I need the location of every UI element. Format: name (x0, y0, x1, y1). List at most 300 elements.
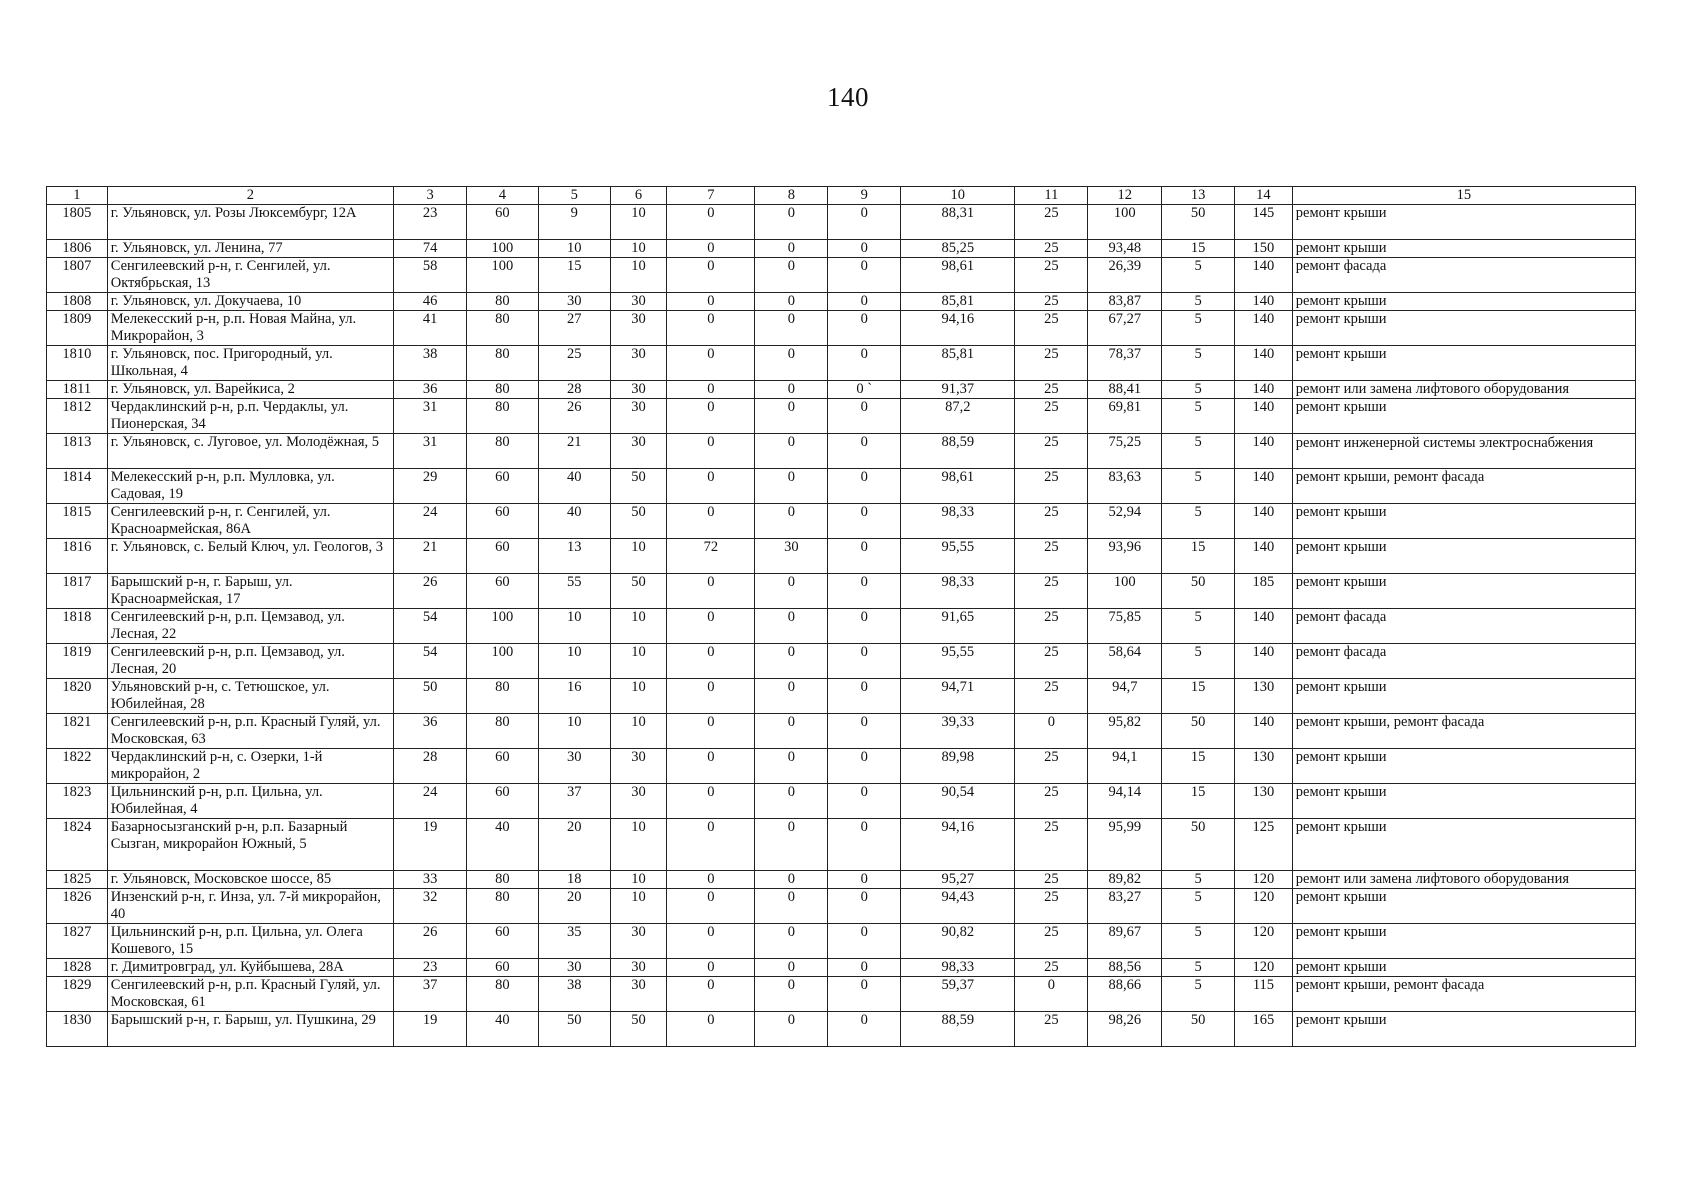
col3-cell: 31 (394, 399, 467, 434)
col3-cell: 29 (394, 469, 467, 504)
row-number-cell: 1809 (47, 311, 108, 346)
col8-cell: 0 (755, 749, 828, 784)
table-row (47, 504, 1636, 539)
col8-cell: 0 (755, 240, 828, 258)
work-type-cell: ремонт фасада (1292, 609, 1635, 644)
col4-cell: 60 (467, 749, 539, 784)
col13-cell: 5 (1162, 381, 1235, 399)
col4-cell: 60 (467, 469, 539, 504)
col3-cell: 19 (394, 1012, 467, 1047)
col3-cell: 36 (394, 381, 467, 399)
col4-cell: 80 (467, 346, 539, 381)
col10-cell: 85,81 (901, 293, 1015, 311)
table-row (47, 258, 1636, 293)
col14-cell: 125 (1235, 819, 1293, 871)
col3-cell: 46 (394, 293, 467, 311)
address-cell: г. Ульяновск, ул. Варейкиса, 2 (107, 381, 393, 399)
col13-cell: 5 (1162, 889, 1235, 924)
col12-cell: 75,25 (1088, 434, 1162, 469)
col8-cell: 0 (755, 679, 828, 714)
col13-cell: 5 (1162, 609, 1235, 644)
col5-cell: 28 (538, 381, 610, 399)
table-row (47, 749, 1636, 784)
col10-cell: 89,98 (901, 749, 1015, 784)
col14-cell: 140 (1235, 469, 1293, 504)
col8-cell: 0 (755, 346, 828, 381)
col12-cell: 67,27 (1088, 311, 1162, 346)
address-cell: г. Ульяновск, Московское шоссе, 85 (107, 871, 393, 889)
address-cell: Мелекесский р-н, р.п. Новая Майна, ул. Микрорайон, 3 (107, 311, 393, 346)
col7-cell: 0 (667, 240, 755, 258)
col11-cell: 25 (1015, 469, 1088, 504)
col4-cell: 80 (467, 381, 539, 399)
col6-cell: 10 (610, 240, 667, 258)
col13-cell: 15 (1162, 539, 1235, 574)
row-number-cell: 1806 (47, 240, 108, 258)
col10-cell: 95,55 (901, 539, 1015, 574)
col8-cell: 0 (755, 609, 828, 644)
address-cell: Сенгилеевский р-н, г. Сенгилей, ул. Октябрьская, 13 (107, 258, 393, 293)
col5-cell: 20 (538, 889, 610, 924)
col6-cell: 10 (610, 889, 667, 924)
col14-cell: 115 (1235, 977, 1293, 1012)
col10-cell: 90,54 (901, 784, 1015, 819)
col5-cell: 18 (538, 871, 610, 889)
col4-cell: 100 (467, 240, 539, 258)
col5-cell: 38 (538, 977, 610, 1012)
col7-cell: 0 (667, 749, 755, 784)
work-type-cell: ремонт крыши (1292, 240, 1635, 258)
row-number-cell: 1816 (47, 539, 108, 574)
col4-cell: 60 (467, 574, 539, 609)
row-number-cell: 1813 (47, 434, 108, 469)
col10-cell: 94,16 (901, 311, 1015, 346)
col13-cell: 5 (1162, 293, 1235, 311)
col6-cell: 10 (610, 819, 667, 871)
column-header: 4 (467, 187, 539, 205)
col3-cell: 58 (394, 258, 467, 293)
col9-cell: 0 (828, 959, 901, 977)
address-cell: Чердаклинский р-н, с. Озерки, 1-й микрорайон, 2 (107, 749, 393, 784)
col6-cell: 50 (610, 1012, 667, 1047)
row-number-cell: 1810 (47, 346, 108, 381)
col12-cell: 83,63 (1088, 469, 1162, 504)
table-row (47, 381, 1636, 399)
col12-cell: 98,26 (1088, 1012, 1162, 1047)
page-number: 140 (827, 82, 869, 112)
col3-cell: 32 (394, 889, 467, 924)
col11-cell: 25 (1015, 434, 1088, 469)
col6-cell: 30 (610, 749, 667, 784)
col10-cell: 98,61 (901, 258, 1015, 293)
col3-cell: 74 (394, 240, 467, 258)
col12-cell: 93,96 (1088, 539, 1162, 574)
col14-cell: 140 (1235, 504, 1293, 539)
col5-cell: 15 (538, 258, 610, 293)
col6-cell: 30 (610, 977, 667, 1012)
row-number-cell: 1820 (47, 679, 108, 714)
table-row (47, 469, 1636, 504)
table-row (47, 311, 1636, 346)
col10-cell: 98,33 (901, 574, 1015, 609)
col11-cell: 25 (1015, 293, 1088, 311)
column-header: 5 (538, 187, 610, 205)
col11-cell: 25 (1015, 784, 1088, 819)
work-type-cell: ремонт крыши (1292, 311, 1635, 346)
col6-cell: 10 (610, 871, 667, 889)
col3-cell: 50 (394, 679, 467, 714)
row-number-cell: 1815 (47, 504, 108, 539)
work-type-cell: ремонт крыши (1292, 574, 1635, 609)
col9-cell: 0 (828, 293, 901, 311)
address-cell: Чердаклинский р-н, р.п. Чердаклы, ул. Пионерская, 34 (107, 399, 393, 434)
col12-cell: 95,99 (1088, 819, 1162, 871)
col3-cell: 41 (394, 311, 467, 346)
col6-cell: 30 (610, 346, 667, 381)
col9-cell: 0 (828, 469, 901, 504)
table-row (47, 959, 1636, 977)
col3-cell: 31 (394, 434, 467, 469)
col8-cell: 0 (755, 889, 828, 924)
col7-cell: 0 (667, 574, 755, 609)
col13-cell: 15 (1162, 784, 1235, 819)
col12-cell: 75,85 (1088, 609, 1162, 644)
col3-cell: 33 (394, 871, 467, 889)
col4-cell: 80 (467, 679, 539, 714)
col5-cell: 10 (538, 644, 610, 679)
col6-cell: 30 (610, 293, 667, 311)
table-row (47, 679, 1636, 714)
row-number-cell: 1812 (47, 399, 108, 434)
col14-cell: 130 (1235, 784, 1293, 819)
col5-cell: 13 (538, 539, 610, 574)
table-row (47, 539, 1636, 574)
row-number-cell: 1805 (47, 205, 108, 240)
address-cell: Сенгилеевский р-н, р.п. Красный Гуляй, ул. Московская, 63 (107, 714, 393, 749)
col10-cell: 94,43 (901, 889, 1015, 924)
col12-cell: 26,39 (1088, 258, 1162, 293)
work-type-cell: ремонт фасада (1292, 644, 1635, 679)
col7-cell: 0 (667, 871, 755, 889)
table-row (47, 1012, 1636, 1047)
work-type-cell: ремонт или замена лифтового оборудования (1292, 871, 1635, 889)
col6-cell: 30 (610, 959, 667, 977)
col10-cell: 88,31 (901, 205, 1015, 240)
col12-cell: 88,56 (1088, 959, 1162, 977)
col8-cell: 0 (755, 399, 828, 434)
work-type-cell: ремонт крыши (1292, 504, 1635, 539)
col11-cell: 25 (1015, 679, 1088, 714)
work-type-cell: ремонт крыши (1292, 889, 1635, 924)
col3-cell: 36 (394, 714, 467, 749)
col7-cell: 0 (667, 381, 755, 399)
col7-cell: 0 (667, 399, 755, 434)
address-cell: г. Ульяновск, с. Белый Ключ, ул. Геологов, 3 (107, 539, 393, 574)
col13-cell: 50 (1162, 819, 1235, 871)
row-number-cell: 1825 (47, 871, 108, 889)
col3-cell: 19 (394, 819, 467, 871)
col13-cell: 15 (1162, 240, 1235, 258)
col10-cell: 95,27 (901, 871, 1015, 889)
col9-cell: 0 (828, 205, 901, 240)
col3-cell: 21 (394, 539, 467, 574)
col8-cell: 0 (755, 258, 828, 293)
col14-cell: 150 (1235, 240, 1293, 258)
column-header: 1 (47, 187, 108, 205)
col14-cell: 120 (1235, 889, 1293, 924)
col9-cell: 0 (828, 977, 901, 1012)
col8-cell: 0 (755, 959, 828, 977)
table-row (47, 609, 1636, 644)
col14-cell: 140 (1235, 293, 1293, 311)
col6-cell: 10 (610, 205, 667, 240)
row-number-cell: 1823 (47, 784, 108, 819)
col12-cell: 52,94 (1088, 504, 1162, 539)
col11-cell: 25 (1015, 749, 1088, 784)
col4-cell: 60 (467, 205, 539, 240)
col5-cell: 26 (538, 399, 610, 434)
address-cell: Ульяновский р-н, с. Тетюшское, ул. Юбилейная, 28 (107, 679, 393, 714)
col14-cell: 130 (1235, 749, 1293, 784)
col10-cell: 88,59 (901, 434, 1015, 469)
table-row (47, 205, 1636, 240)
col14-cell: 185 (1235, 574, 1293, 609)
work-type-cell: ремонт крыши (1292, 924, 1635, 959)
col5-cell: 10 (538, 714, 610, 749)
table-row (47, 293, 1636, 311)
col9-cell: 0 (828, 311, 901, 346)
col13-cell: 5 (1162, 469, 1235, 504)
col10-cell: 90,82 (901, 924, 1015, 959)
col9-cell: 0 (828, 871, 901, 889)
col14-cell: 140 (1235, 644, 1293, 679)
col11-cell: 25 (1015, 609, 1088, 644)
col14-cell: 140 (1235, 714, 1293, 749)
col14-cell: 140 (1235, 609, 1293, 644)
col13-cell: 5 (1162, 399, 1235, 434)
col8-cell: 0 (755, 784, 828, 819)
col13-cell: 5 (1162, 871, 1235, 889)
col9-cell: 0 (828, 574, 901, 609)
work-type-cell: ремонт крыши (1292, 819, 1635, 871)
column-header: 14 (1235, 187, 1293, 205)
address-cell: г. Ульяновск, ул. Ленина, 77 (107, 240, 393, 258)
row-number-cell: 1822 (47, 749, 108, 784)
col14-cell: 145 (1235, 205, 1293, 240)
col7-cell: 0 (667, 644, 755, 679)
table-row (47, 240, 1636, 258)
col13-cell: 5 (1162, 258, 1235, 293)
row-number-cell: 1827 (47, 924, 108, 959)
col6-cell: 30 (610, 381, 667, 399)
table-row (47, 784, 1636, 819)
col9-cell: 0 (828, 399, 901, 434)
table-row (47, 924, 1636, 959)
col10-cell: 98,33 (901, 959, 1015, 977)
work-type-cell: ремонт крыши (1292, 679, 1635, 714)
col11-cell: 25 (1015, 644, 1088, 679)
col4-cell: 80 (467, 714, 539, 749)
work-type-cell: ремонт крыши (1292, 205, 1635, 240)
col12-cell: 89,82 (1088, 871, 1162, 889)
col13-cell: 15 (1162, 679, 1235, 714)
col7-cell: 0 (667, 258, 755, 293)
col11-cell: 25 (1015, 889, 1088, 924)
col11-cell: 25 (1015, 1012, 1088, 1047)
col6-cell: 30 (610, 434, 667, 469)
col14-cell: 120 (1235, 924, 1293, 959)
col8-cell: 30 (755, 539, 828, 574)
col14-cell: 120 (1235, 871, 1293, 889)
col4-cell: 80 (467, 871, 539, 889)
column-header: 2 (107, 187, 393, 205)
header-row (47, 187, 1636, 205)
col3-cell: 24 (394, 504, 467, 539)
address-cell: Барышский р-н, г. Барыш, ул. Красноармейская, 17 (107, 574, 393, 609)
col3-cell: 26 (394, 924, 467, 959)
col8-cell: 0 (755, 924, 828, 959)
col5-cell: 9 (538, 205, 610, 240)
col9-cell: 0 (828, 819, 901, 871)
col7-cell: 0 (667, 959, 755, 977)
col11-cell: 25 (1015, 504, 1088, 539)
col4-cell: 80 (467, 889, 539, 924)
col12-cell: 88,66 (1088, 977, 1162, 1012)
col6-cell: 10 (610, 679, 667, 714)
col12-cell: 95,82 (1088, 714, 1162, 749)
col11-cell: 25 (1015, 381, 1088, 399)
table-row (47, 871, 1636, 889)
work-type-cell: ремонт крыши, ремонт фасада (1292, 977, 1635, 1012)
col4-cell: 80 (467, 311, 539, 346)
table-row (47, 574, 1636, 609)
address-cell: Цильнинский р-н, р.п. Цильна, ул. Юбилейная, 4 (107, 784, 393, 819)
col7-cell: 0 (667, 469, 755, 504)
col9-cell: 0 ` (828, 381, 901, 399)
col12-cell: 94,7 (1088, 679, 1162, 714)
work-type-cell: ремонт крыши (1292, 749, 1635, 784)
address-cell: Сенгилеевский р-н, г. Сенгилей, ул. Красноармейская, 86А (107, 504, 393, 539)
col4-cell: 60 (467, 504, 539, 539)
address-cell: Сенгилеевский р-н, р.п. Цемзавод, ул. Лесная, 22 (107, 609, 393, 644)
col6-cell: 50 (610, 574, 667, 609)
col8-cell: 0 (755, 434, 828, 469)
row-number-cell: 1818 (47, 609, 108, 644)
col11-cell: 25 (1015, 924, 1088, 959)
col12-cell: 69,81 (1088, 399, 1162, 434)
col9-cell: 0 (828, 784, 901, 819)
work-type-cell: ремонт крыши, ремонт фасада (1292, 714, 1635, 749)
address-cell: Базарносызганский р-н, р.п. Базарный Сызган, микрорайон Южный, 5 (107, 819, 393, 871)
col10-cell: 91,37 (901, 381, 1015, 399)
col6-cell: 50 (610, 469, 667, 504)
col5-cell: 25 (538, 346, 610, 381)
col13-cell: 5 (1162, 311, 1235, 346)
table-row (47, 434, 1636, 469)
col12-cell: 93,48 (1088, 240, 1162, 258)
col5-cell: 37 (538, 784, 610, 819)
col13-cell: 5 (1162, 924, 1235, 959)
col5-cell: 20 (538, 819, 610, 871)
col13-cell: 5 (1162, 434, 1235, 469)
address-cell: Сенгилеевский р-н, р.п. Красный Гуляй, ул. Московская, 61 (107, 977, 393, 1012)
col4-cell: 80 (467, 977, 539, 1012)
col5-cell: 10 (538, 609, 610, 644)
column-header: 6 (610, 187, 667, 205)
col10-cell: 87,2 (901, 399, 1015, 434)
col6-cell: 10 (610, 714, 667, 749)
col4-cell: 40 (467, 819, 539, 871)
table-row (47, 889, 1636, 924)
col9-cell: 0 (828, 609, 901, 644)
col8-cell: 0 (755, 819, 828, 871)
col13-cell: 5 (1162, 346, 1235, 381)
address-cell: Цильнинский р-н, р.п. Цильна, ул. Олега Кошевого, 15 (107, 924, 393, 959)
col11-cell: 25 (1015, 311, 1088, 346)
col10-cell: 59,37 (901, 977, 1015, 1012)
work-type-cell: ремонт крыши (1292, 399, 1635, 434)
col11-cell: 25 (1015, 346, 1088, 381)
col13-cell: 5 (1162, 504, 1235, 539)
col14-cell: 140 (1235, 311, 1293, 346)
col10-cell: 85,25 (901, 240, 1015, 258)
col10-cell: 95,55 (901, 644, 1015, 679)
col6-cell: 30 (610, 311, 667, 346)
col6-cell: 10 (610, 258, 667, 293)
col3-cell: 37 (394, 977, 467, 1012)
col8-cell: 0 (755, 714, 828, 749)
col7-cell: 0 (667, 434, 755, 469)
col8-cell: 0 (755, 311, 828, 346)
col9-cell: 0 (828, 346, 901, 381)
column-header: 12 (1088, 187, 1162, 205)
col12-cell: 100 (1088, 574, 1162, 609)
col7-cell: 0 (667, 679, 755, 714)
row-number-cell: 1826 (47, 889, 108, 924)
col13-cell: 5 (1162, 959, 1235, 977)
col14-cell: 120 (1235, 959, 1293, 977)
work-type-cell: ремонт крыши (1292, 293, 1635, 311)
col5-cell: 30 (538, 959, 610, 977)
col7-cell: 0 (667, 1012, 755, 1047)
col12-cell: 83,87 (1088, 293, 1162, 311)
col4-cell: 40 (467, 1012, 539, 1047)
col6-cell: 10 (610, 644, 667, 679)
col3-cell: 23 (394, 205, 467, 240)
col9-cell: 0 (828, 1012, 901, 1047)
row-number-cell: 1819 (47, 644, 108, 679)
table-row (47, 399, 1636, 434)
address-cell: г. Ульяновск, ул. Розы Люксембург, 12А (107, 205, 393, 240)
col7-cell: 0 (667, 311, 755, 346)
col3-cell: 54 (394, 644, 467, 679)
col7-cell: 0 (667, 977, 755, 1012)
table-row (47, 819, 1636, 871)
column-header: 7 (667, 187, 755, 205)
row-number-cell: 1829 (47, 977, 108, 1012)
col7-cell: 0 (667, 819, 755, 871)
row-number-cell: 1814 (47, 469, 108, 504)
col5-cell: 10 (538, 240, 610, 258)
work-type-cell: ремонт инженерной системы электроснабжения (1292, 434, 1635, 469)
col4-cell: 60 (467, 959, 539, 977)
col6-cell: 10 (610, 539, 667, 574)
table-row (47, 644, 1636, 679)
col14-cell: 140 (1235, 258, 1293, 293)
col3-cell: 24 (394, 784, 467, 819)
row-number-cell: 1821 (47, 714, 108, 749)
col8-cell: 0 (755, 1012, 828, 1047)
